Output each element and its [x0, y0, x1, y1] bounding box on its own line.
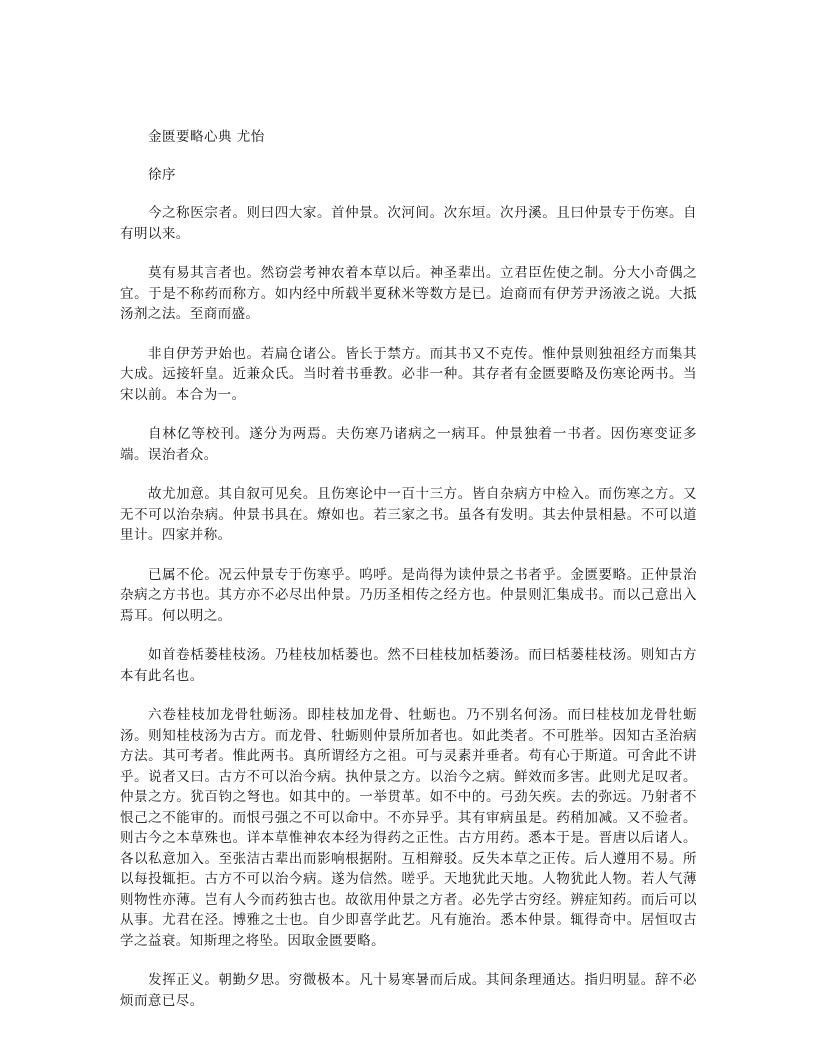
paragraph-6: 已属不伦。况云仲景专于伤寒乎。呜呼。是尚得为读仲景之书者乎。金匮要略。正仲景治杂病之方书也。其方亦不必尽出仲景。乃历圣相传之经方也。仲景则汇集成书。而以己意出入焉耳。何以明之。: [120, 566, 697, 624]
paragraph-7: 如首卷栝蒌桂枝汤。乃桂枝加栝蒌也。然不曰桂枝加栝蒌汤。而曰栝蒌桂枝汤。则知古方本有此名也。: [120, 647, 697, 684]
paragraph-2: 莫有易其言者也。然窃尝考神农着本草以后。神圣辈出。立君臣佐使之制。分大小奇偶之宜。于是不称药而称方。如内经中所载半夏秫米等数方是已。迨商而有伊芳尹汤液之说。大抵汤剂之法。至商而盛。: [120, 265, 697, 322]
paragraph-9: 发挥正义。朝勤夕思。穷微极本。凡十易寒暑而后成。其间条理通达。指归明显。辞不必烦而意已尽。: [120, 972, 697, 1009]
paragraph-5: 故尤加意。其自叙可见矣。且伤寒论中一百十三方。皆自杂病方中检入。而伤寒之方。又无不可以治杂病。仲景书具在。燎如也。若三家之书。虽各有发明。其去仲景相悬。不可以道里计。四家并称。: [120, 486, 697, 543]
document-page: [120, 127, 697, 1030]
paragraph-8: 六卷桂枝加龙骨牡蛎汤。即桂枝加龙骨、牡蛎也。乃不别名何汤。而曰桂枝加龙骨牡蛎汤。则知桂枝汤为古方。而龙骨、牡蛎则仲景所加者也。如此类者。不可胜举。因知古圣治病方法。其可考者。惟此两书。真所谓经方之祖。可与灵素并垂者。苟有心于斯道。可舍此不讲乎。说者又曰。古方不可以治今病。执仲景之方。以治今之病。鲜效而多害。此则尤足叹者。仲景之方。犹百钧之弩也。如其中的。一举贯革。如不中的。弓劲矢疾。去的弥远。乃射者不恨己之不能审的。而恨弓强之不可以命中。不亦异乎。其有审病虽是。药稍加减。又不验者。则古今之本草殊也。详本草惟神农本经为得药之正性。古方用药。悉本于是。晋唐以后诸人。各以私意加入。至张洁古辈出而影响根据附。互相辩驳。反失本草之正传。后人遵用不易。所以每投辄拒。古方不可以治今病。遂为信然。嗟乎。天地犹此天地。人物犹此人物。若人气薄则物性亦薄。岂有人今而药独古也。故欲用仲景之方者。必先学古穷经。辨症知药。而后可以从事。尤君在泾。博雅之士也。自少即喜学此艺。凡有施治。悉本仲景。辄得奇中。居恒叹古学之益衰。知斯理之将坠。因取金匮要略。: [120, 707, 697, 949]
paragraph-1: 今之称医宗者。则曰四大家。首仲景。次河间。次东垣。次丹溪。且曰仲景专于伤寒。自有明以来。: [120, 205, 697, 242]
document-title: 金匮要略心典 尤怡: [148, 129, 265, 145]
section-heading: 徐序: [148, 167, 176, 183]
paragraph-3: 非自伊芳尹始也。若扁仓诸公。皆长于禁方。而其书又不克传。惟仲景则独祖经方而集其大成。远接轩皇。近兼众氏。当时着书垂教。必非一种。其存者有金匮要略及伤寒论两书。当宋以前。本合为一。: [120, 345, 697, 403]
paragraph-4: 自林亿等校刊。遂分为两焉。夫伤寒乃诸病之一病耳。仲景独着一书者。因伤寒变证多端。误治者众。: [120, 426, 697, 463]
